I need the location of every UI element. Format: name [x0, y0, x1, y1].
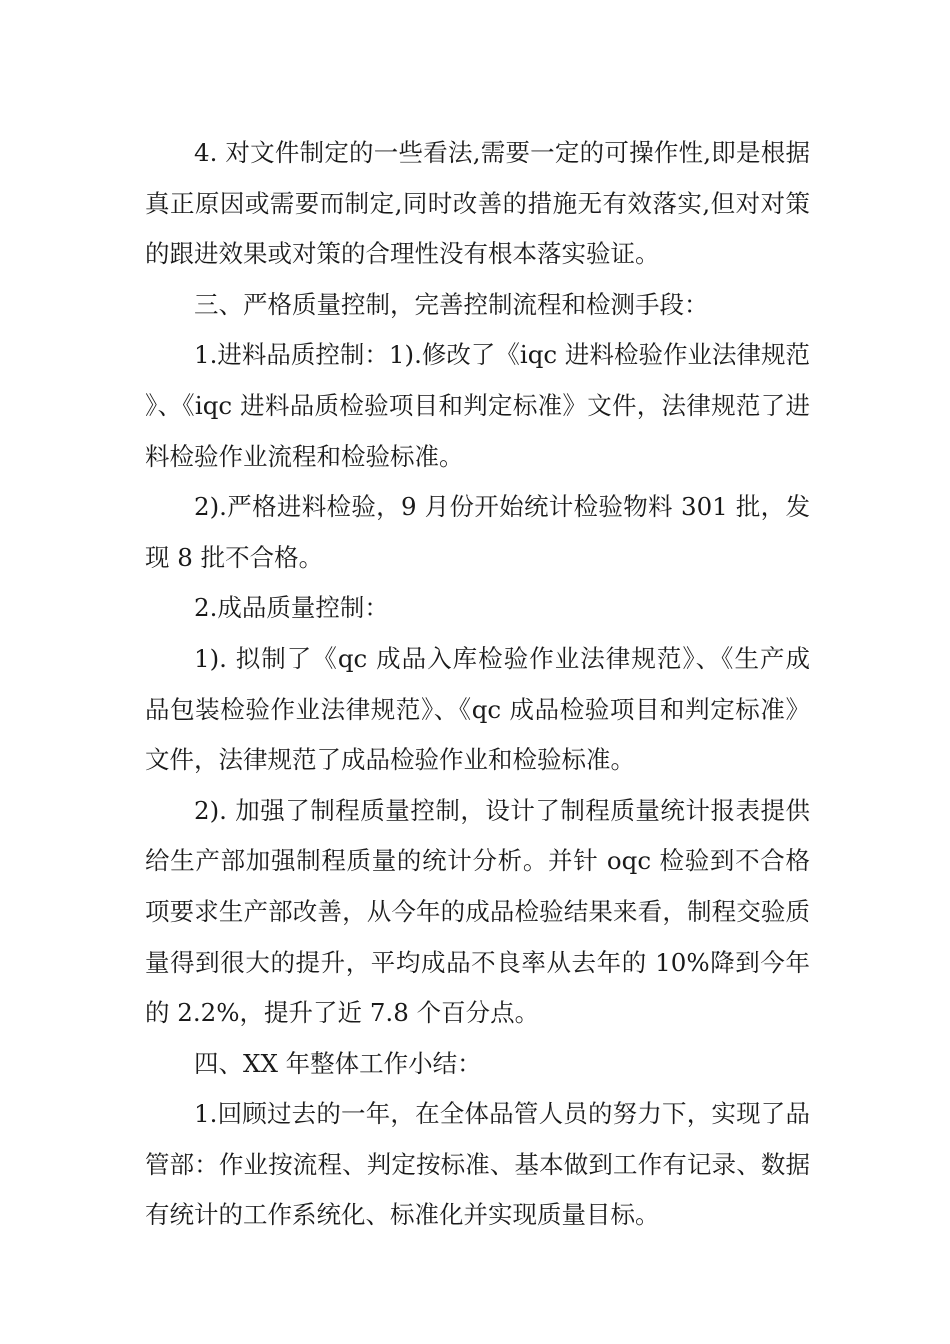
paragraph-document-review: 4. 对文件制定的一些看法,需要一定的可操作性,即是根据真正原因或需要而制定,同时改善的措施无有效落实,但对对策的跟进效果或对策的合理性没有根本落实验证。: [145, 138, 810, 269]
subheading-finished-product-quality: 2.成品质量控制：: [194, 593, 389, 623]
paragraph-annual-review: 1.回顾过去的一年，在全体品管人员的努力下，实现了品管部：作业按流程、判定按标准、基本做到工作有记录、数据有统计的工作系统化、标准化并实现质量目标。: [145, 1099, 810, 1230]
paragraph-finished-product-standards: 1). 拟制了《qc 成品入库检验作业法律规范》、《生产成品包装检验作业法律规范》、《qc 成品检验项目和判定标准》文件，法律规范了成品检验作业和检验标准。: [145, 643, 810, 775]
section-heading-annual-summary: 四、XX 年整体工作小结：: [194, 1048, 482, 1078]
paragraph-incoming-inspection: 2).严格进料检验，9 月份开始统计检验物料 301 批，发现 8 批不合格。: [145, 492, 810, 572]
paragraph-incoming-quality-control: 1.进料品质控制：1).修改了《iqc 进料检验作业法律规范》、《iqc 进料品质检验项目和判定标准》文件，法律规范了进料检验作业流程和检验标准。: [145, 340, 810, 471]
section-heading-quality-control: 三、严格质量控制，完善控制流程和检测手段：: [194, 289, 709, 319]
paragraph-process-quality-control: 2). 加强了制程质量控制，设计了制程质量统计报表提供给生产部加强制程质量的统计分析。并针 oqc 检验到不合格项要求生产部改善，从今年的成品检验结果来看，制程交验质量得到很大的提升，平均成品不良率从去年的 10%降到今年的 2.2%，提升了近 7.8 个百分点。: [145, 795, 810, 1028]
document-body: [145, 128, 810, 1241]
